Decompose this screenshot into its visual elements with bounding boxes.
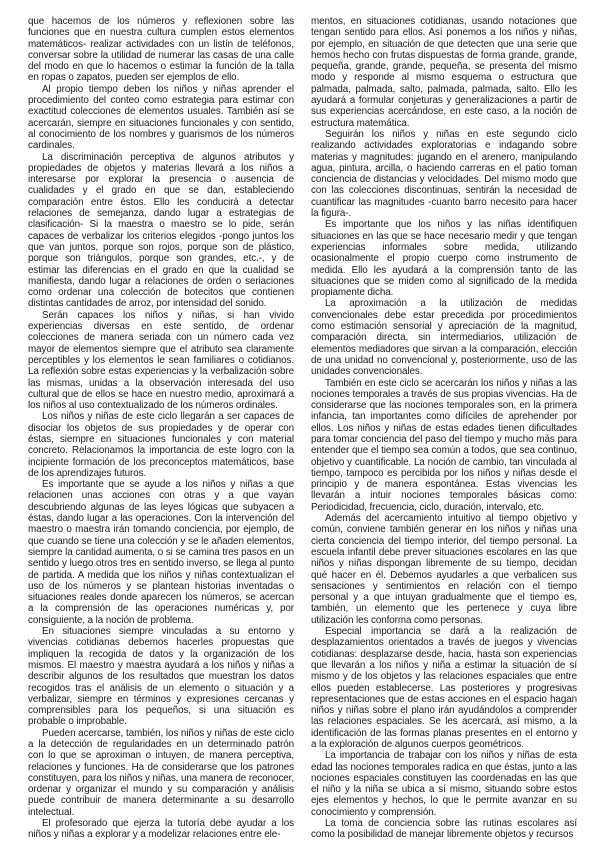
paragraph: Especial importancia se dará a la realización de desplazamientos orientados a través de juegos y vivencias cotidianas: desplazarse desde, hacia, hasta son experiencias que llevarán a los niños y niña a estimar la situación de sí mismo y de los objetos y las relaciones espaciales que entre ellos pueden establecerse. Las posteriores y progresivas representaciones que de estas acciones en el espacio hagan niños y niñas sobre el plano irán ayudándolos a comprender las relaciones espaciales. Se les acercará, así mismo, a la identificación de las formas planas presentes en el entorno y a la exploración de algunos cuerpos geométricos. — [311, 626, 577, 750]
paragraph: La aproximación a la utilización de medidas convencionales debe estar precedida por procedimientos como estimación sensorial y apreciación de la magnitud, comparación directa, sin intermediarios, utilización de elementos mediadores que sirvan a la comparación, elección de una unidad no convencional y, posteriormente, uso de las unidades convencionales. — [311, 298, 577, 378]
paragraph: que hacemos de los números y reflexionen sobre las funciones que en nuestra cultura cumplen estos elementos matemáticos- realizar actividades con un listín de teléfonos, conversar sobre la utilidad de numerar las casas de una calle del modo en que lo hacemos o estimar la función de la talla en ropas o zapatos, pueden ser ejemplos de ello. — [28, 16, 294, 84]
paragraph: mentos, en situaciones cotidianas, usando notaciones que tengan sentido para ellos. Así ponemos a los niños y niñas, por ejemplo, en situación de que detecten que una serie que hemos hecho con frutas dispuestas de forma grande, grande, pequeña, grande, grande, pequeña, se presenta del mismo modo y responde al mismo esquema o estructura que palmada, palmada, salto, palmada, palmada, salto. Ello les ayudará a formular conjeturas y generalizaciones a partir de sus experiencias acercándose, en este caso, a la noción de estructura matemática. — [311, 16, 577, 129]
paragraph: Serán capaces los niños y niñas, si han vivido experiencias diversas en este sentido, de ordenar colecciones de manera seriada con un número cada vez mayor de elementos siempre que el atributo sea claramente perceptibles y los elementos le sean familiares o cotidianos. La reflexión sobre estas experiencias y la verbalización sobre las mismas, unidas a la observación interesada del uso cultural que de ellos se hace en nuestro medio, aproximará a los niños al uso contextualizado de los números ordinales. — [28, 309, 294, 412]
right-column — [311, 16, 577, 841]
paragraph: Es importante que los niños y las niñas identifiquen situaciones en las que se hace necesario medir y que tengan experiencias informales sobre medida, utilizando ocasionalmente el propio cuerpo como instrumento de medida. Ello les ayudará a la comprensión tanto de las situaciones que se miden como al significado de la medida propiamente dicha. — [311, 219, 577, 299]
paragraph: La toma de conciencia sobre las rutinas escolares así como la posibilidad de manejar libremente objetos y recursos — [311, 818, 577, 841]
paragraph: Los niños y niñas de este ciclo llegarán a ser capaces de disociar los objetos de sus propiedades y de operar con éstas, siempre en situaciones funcionales y con material concreto. Relacionamos la importancia de este logro con la incipiente formación de los preconceptos matemáticos, base de los aprendizajes futuros. — [28, 411, 294, 479]
paragraph: La discriminación perceptiva de algunos atributos y propiedades de objetos y materias llevará a los niños a interesarse por explorar la presencia o ausencia de cualidades y el grado en que se dan, estableciendo comparación entre éstos. Ello les conducirá a detectar relaciones de semejanza, dando lugar a estrategias de clasificación- Si la maestra o maestro se lo pide, serán capaces de verbalizar los criterios elegidos -pongo juntos los que van juntos, porque son rojos, porque son de plástico, porque son triángulos, porque son grandes, etc.-, y de estimar las diferencias en el grado en que la cualidad se manifiesta, dando lugar a relaciones de orden o seriaciones como ordenar una colección de botecitos que contienen distintas cantidades de arroz, por intensidad del sonido. — [28, 151, 294, 310]
paragraph: Seguirán los niños y niñas en este segundo ciclo realizando actividades exploratorias e indagando sobre materias y magnitudes: jugando en el arenero, manipulando agua, pintura, arcilla, o haciendo carreras en el patio toman conciencia de distancias y velocidades. Del mismo modo que con las colecciones discontinuas, sentirán la necesidad de cuantificar las magnitudes -cuanto barro necesito para hacer la figura-. — [311, 128, 577, 220]
paragraph: La importancia de trabajar con los niños y niñas de esta edad las nociones temporales radica en que éstas, junto a las nociones espaciales constituyen las coordenadas en las que el niño y la niña se ubica a sí mismo, situando sobre estos ejes elementos y hechos, lo que le permite avanzar en su conocimiento y comprensión. — [311, 750, 577, 818]
paragraph: En situaciones siempre vinculadas a su entorno y vivencias cotidianas debemos hacerles propuestas que impliquen la recogida de datos y la organización de los mismos. El maestro y maestra ayudará a los niños y niñas a describir algunos de los resultados que muestran los datos recogidos tras el análisis de un elemento o situación y a verbalizar, siempre en términos y expresiones cercanas y comprensibles para los pequeños, si una situación es probable o improbable. — [28, 626, 294, 728]
paragraph: Es importante que se ayude a los niños y niñas a que relacionen unas acciones con otras y a que vayan descubriendo algunas de las leyes lógicas que subyacen a éstas, dando lugar a las operaciones. Con la intervención del maestro o maestra irán tomando conciencia, por ejemplo, de que cuando se tiene una colección y se le añaden elementos, siempre la cantidad aumenta, o si se camina tres pasos en un sentido y luego otros tres en sentido inverso, se llega al punto de partida. A medida que los niños y niñas contextualizan el uso de los números y se plantean historias inventadas o situaciones reales donde aparecen los números, se acercan a la comprensión de las operaciones numéricas y, por consiguiente, a la noción de problema. — [28, 479, 294, 626]
paragraph: El profesorado que ejerza la tutoría debe ayudar a los niños y niñas a explorar y a modelizar relaciones entre ele- — [28, 818, 294, 841]
paragraph: Pueden acercarse, también, los niños y niñas de este ciclo a la detección de regularidades en un determinado patrón con lo que se aproximan o intuyen, de manera perceptiva, relaciones y funciones. Ha de considerarse que los patrones constituyen, para los niños y niñas, una manera de reconocer, ordenar y organizar el mundo y su comparación y análisis puede contribuir de manera determinante a su desarrollo intelectual. — [28, 727, 294, 818]
paragraph: Al propio tiempo deben los niños y niñas aprender el procedimiento del conteo como estrategia para estimar con exactitud colecciones de elementos usuales. También así se acercarán, siempre en situaciones funcionales y con sentido, al conocimiento de los nombres y guarismos de los números cardinales. — [28, 83, 294, 152]
paragraph: Además del acercamiento intuitivo al tiempo objetivo y común, conviene también generar en los niños y niñas una cierta conciencia del tiempo interior, del tiempo personal. La escuela infantil debe prever situaciones escolares en las que niños y niñas dispongan libremente de su tiempo, decidan qué hacer en él. Debemos ayudarles a que verbalicen sus sensaciones y sentimientos en relación con el tiempo personal y a que intuyan gradualmente que el tiempo es, también, un elemento que les pertenece y cuya libre utilización les conforma como personas. — [311, 513, 577, 626]
left-column — [28, 16, 294, 841]
paragraph: También en este ciclo se acercarán los niños y niñas a las nociones temporales a través de sus propias vivencias. Ha de considerarse que las nociones temporales son, en la primera infancia, tan importantes como difíciles de aprehender por ellos. Los niños y niñas de estas edades tienen dificultades para tomar conciencia del paso del tiempo y mucho más para entender que el tiempo sea común a todos, que sea continuo, objetivo y cuantificable. La noción de cambio, tan vinculada al tiempo, tampoco es percibida por los niños y niñas desde el principio y de manera espontánea. Estas vivencias les llevarán a intuir nociones temporales básicas como: Periodicidad, frecuencia, ciclo, duración, intervalo, etc. — [311, 377, 577, 513]
